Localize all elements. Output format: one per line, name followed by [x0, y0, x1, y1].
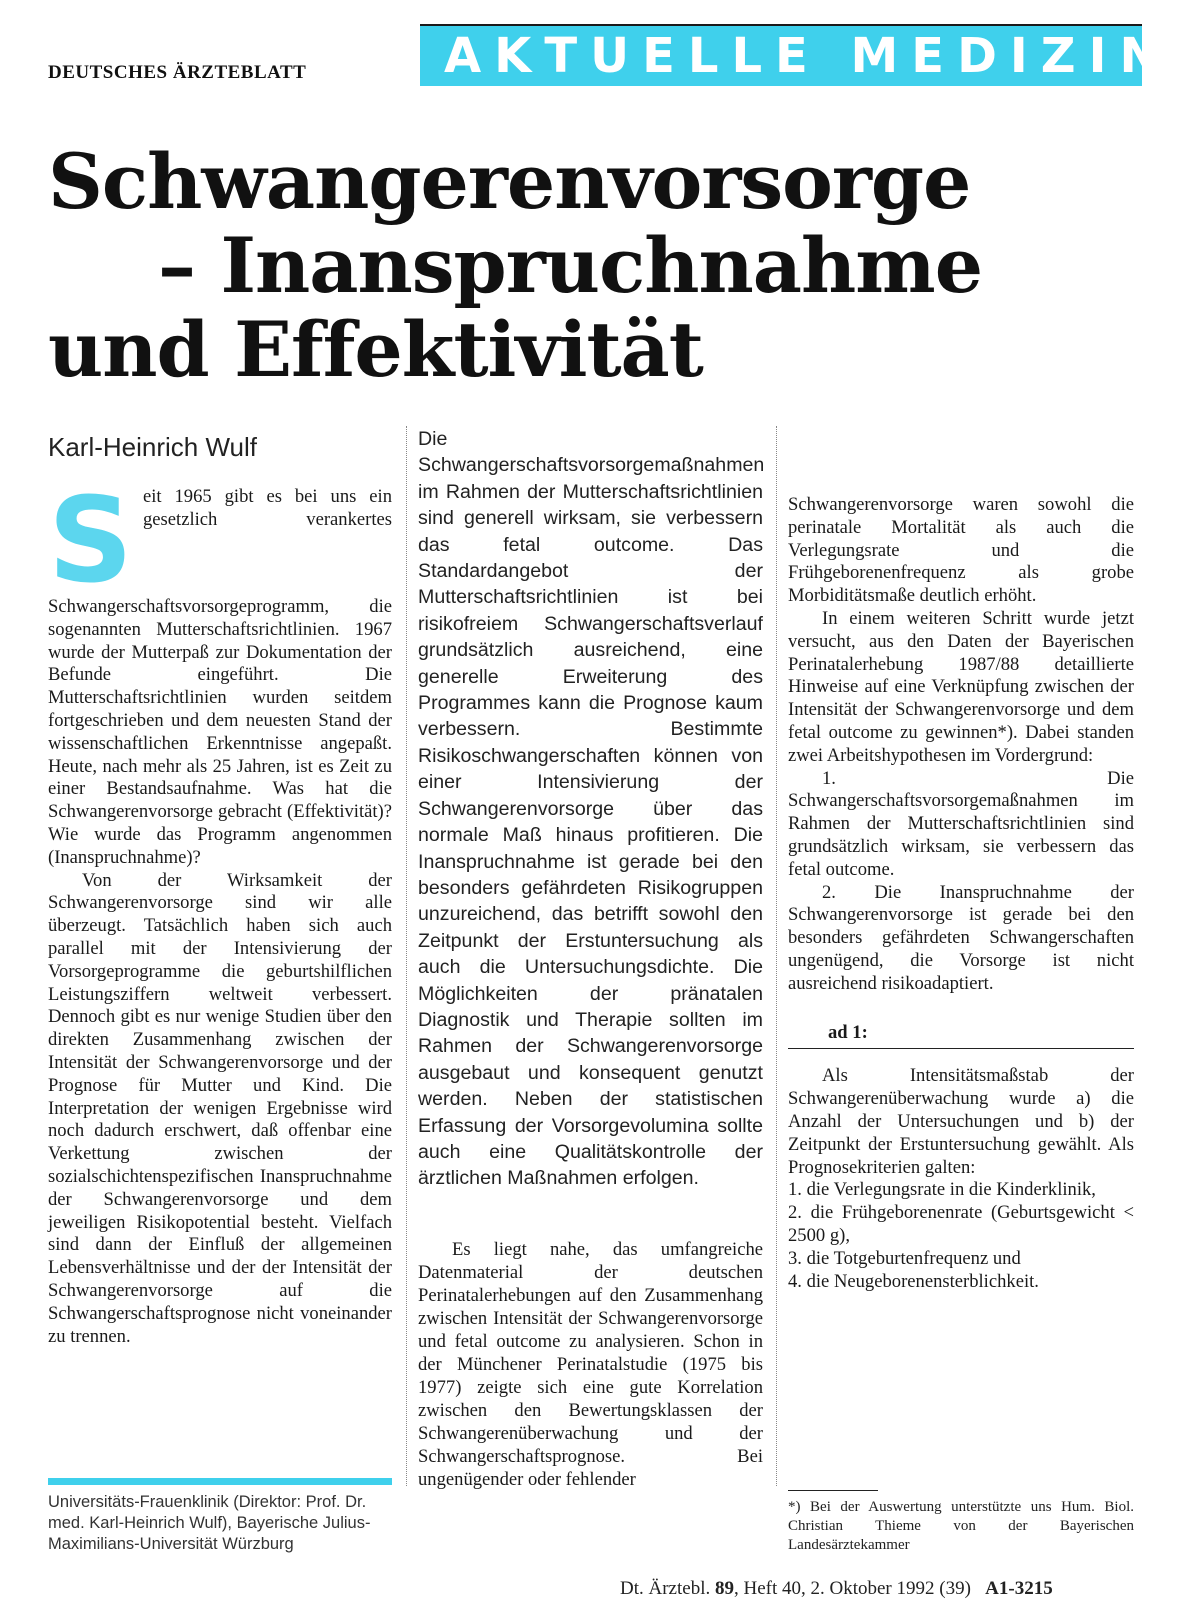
citation-rest: , Heft 40, 2. Oktober 1992 (39) [733, 1578, 971, 1599]
footnote: *) Bei der Auswertung unterstützte uns Hum. Biol. Christian Thieme von der Bayerischen Landesärztekammer [788, 1499, 1134, 1553]
title-line-1: Schwangerenvorsorge [48, 137, 971, 226]
intro-paragraph: Seit 1965 gibt es bei uns ein gesetzlich verankertes Schwangerschaftsvorsorgeprogramm, die sogenannten Mutterschaftsrichtlinien. 1967 wurde der Mutterpaß zur Dokumentation der Befunde eingeführt. Die Mutterschaftsrichtlinien wurden seitdem fortgeschrieben und dem neuesten Stand der wissenschaftlichen Erkenntnisse angepaßt. Heute, nach mehr als 25 Jahren, ist es Zeit zu einer Bestandsaufnahme. Was hat die Schwangerenvorsorge gebracht (Effektivität)? Wie wurde das Programm angenommen (Inanspruchnahme)? [48, 471, 392, 868]
page-number: A1-3215 [985, 1578, 1053, 1599]
affiliation: Universitäts-Frauenklinik (Direktor: Prof. Dr. med. Karl-Heinrich Wulf), Bayerische Julius-Maximilians-Universität Würzburg [48, 1493, 371, 1553]
column-2 [418, 426, 763, 1491]
section-banner [420, 24, 1173, 86]
column-divider [776, 426, 778, 1486]
journal-name: DEUTSCHES ÄRZTEBLATT [48, 62, 307, 83]
footnote-rule [788, 1490, 878, 1491]
body-paragraph: Als Intensitätsmaßstab der Schwangerenüberwachung wurde a) die Anzahl der Untersuchungen und b) der Zeitpunkt der Erstuntersuchung gewählt. Als Prognosekriterien galten: [788, 1065, 1134, 1178]
volume-number: 89 [714, 1578, 734, 1599]
list-item: 4. die Neugeborenensterblichkeit. [788, 1270, 1039, 1292]
article-title [48, 137, 1138, 394]
body-paragraph: Es liegt nahe, das umfangreiche Datenmaterial der deutschen Perinatalerhebungen auf den Zusammenhang zwischen Intensität der Schwangerenvorsorge und fetal outcome zu analysieren. Schon in der Münchener Perinatalstudie (1975 bis 1977) zeigte sich eine gute Korrelation zwischen den Bewertungsklassen der Schwangerenüberwachung und der Schwangerschaftsprognose. Bei ungenügender oder fehlender [418, 1238, 763, 1490]
body-paragraph: Schwangerenvorsorge waren sowohl die perinatale Mortalität als auch die Verlegungsrate und die Frühgeborenenfrequenz als grobe Morbiditätsmaße deutlich erhöht. [788, 494, 1134, 607]
column-1 [48, 471, 392, 1348]
hypothesis-2: 2. Die Inanspruchnahme der Schwangerenvorsorge ist gerade bei den besonders gefährdeten Schwangerschaften ungenügend, die Vorsorge ist nicht ausreichend risikoadaptiert. [788, 881, 1134, 994]
column-divider [406, 426, 408, 1486]
body-paragraph: In einem weiteren Schritt wurde jetzt versucht, aus den Daten der Bayerischen Perinatalerhebung 1987/88 detaillierte Hinweise auf eine Verknüpfung zwischen der Intensität der Schwangerenvorsorge und dem fetal outcome zu gewinnen*). Dabei standen zwei Arbeitshypothesen im Vordergrund: [788, 607, 1134, 766]
hypothesis-1: 1. Die Schwangerschaftsvorsorgemaßnahmen im Rahmen der Mutterschaftsrichtlinien sind grundsätzlich wirksam, sie verbessern das fetal outcome. [788, 767, 1134, 880]
list-item: 1. die Verlegungsrate in die Kinderklinik, [788, 1179, 1096, 1201]
column-3 [788, 494, 1134, 1293]
title-line-3: und Effektivität [48, 305, 703, 394]
subheading: ad 1: [788, 1022, 1134, 1050]
drop-cap: S [48, 471, 133, 609]
affiliation-bar [48, 1478, 392, 1485]
page-footer [620, 1578, 1140, 1600]
criteria-list [788, 1179, 1134, 1293]
list-item: 2. die Frühgeborenenrate (Geburtsgewicht < 2500 g), [788, 1202, 1134, 1246]
list-item: 3. die Totgeburtenfrequenz und [788, 1247, 1021, 1269]
summary-paragraph: Die Schwangerschaftsvorsorgemaßnahmen im Rahmen der Mutterschaftsrichtlinien sind generell wirksam, sie verbessern das fetal outcome. Das Standardangebot der Mutterschaftsrichtlinien ist bei risikofreiem Schwangerschaftsverlauf grundsätzlich ausreichend, eine generelle Erweiterung des Programmes kann die Prognose kaum verbessern. Bestimmte Risikoschwangerschaften können von einer Intensivierung der Schwangerenvorsorge über das normale Maß hinaus profitieren. Die Inanspruchnahme ist gerade bei den besonders gefährdeten Risikogruppen unzureichend, das betrifft sowohl den Zeitpunkt der Erstuntersuchung als auch die Untersuchungsdichte. Die Möglichkeiten der pränatalen Diagnostik und Therapie sollten im Rahmen der Schwangerenvorsorge ausgebaut und konsequent genutzt werden. Neben der statistischen Erfassung der Vorsorgevolumina sollte auch eine Qualitätskontrolle der ärztlichen Maßnahmen erfolgen. [418, 428, 765, 1190]
author-name: Karl-Heinrich Wulf [48, 432, 258, 462]
citation-prefix: Dt. Ärztebl. [620, 1578, 711, 1599]
title-line-2: – Inanspruchnahme [158, 221, 983, 310]
section-label: AKTUELLE MEDIZIN [444, 28, 1173, 84]
body-paragraph: Von der Wirksamkeit der Schwangerenvorsorge sind wir alle überzeugt. Tatsächlich haben sich auch parallel mit der Intensivierung der Vorsorgeprogramme die geburtshilflichen Leistungsziffern weltweit verbessert. Dennoch gibt es nur wenige Studien über den direkten Zusammenhang zwischen der Intensität der Schwangerenvorsorge und der Prognose für Mutter und Kind. Die Interpretation der wenigen Ergebnisse wird noch dadurch erschwert, daß offenbar eine Verkettung zwischen der sozialschichtenspezifischen Inanspruchnahme der Schwangerenvorsorge und dem jeweiligen Risikopotential besteht. Vielfach sind dann der Einfluß der allgemeinen Lebensverhältnisse und der der Intensität der Schwangerenvorsorge auf die Schwangerschaftsprognose nicht voneinander zu trennen. [48, 869, 392, 1347]
